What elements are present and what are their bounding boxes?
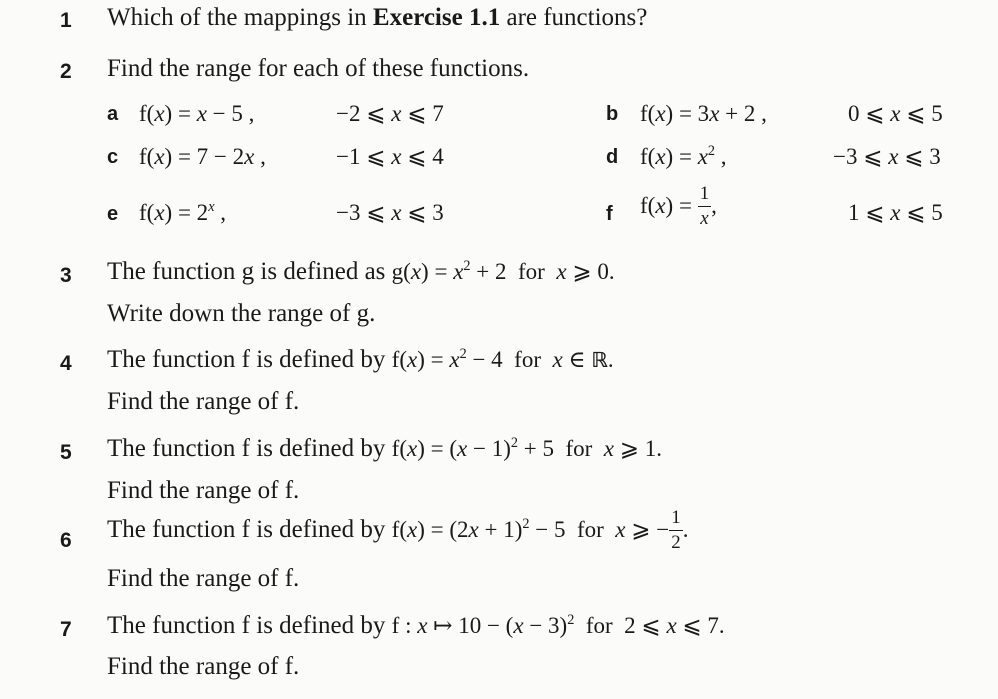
part-label-d: d	[606, 146, 619, 168]
question-number-5: 5	[60, 441, 72, 464]
question-6-line-2: Find the range of f.	[107, 565, 300, 592]
part-a-domain: −2 ⩽ x ⩽ 7	[336, 101, 444, 126]
question-5-line-1: The function f is defined by $f(x) = (x - 1)^2 + 5$ for x ⩾ 1.	[107, 434, 663, 462]
question-2-text: Find the range for each of these functions.	[107, 55, 530, 82]
question-4-line-1: The function f is defined by $f(x) = x^2 - 4$ for x ∈ ℝ.	[107, 345, 614, 373]
part-label-e: e	[107, 203, 119, 225]
question-7-line-2: Find the range of f.	[107, 653, 300, 680]
question-number-2: 2	[60, 60, 72, 83]
question-number-1: 1	[60, 9, 72, 32]
question-number-6: 6	[60, 529, 72, 552]
question-number-7: 7	[60, 618, 72, 641]
question-7-line-1: The function f is defined by f : x ↦ $10 - (x - 3)^2$ for 2 ⩽ x ⩽ 7.	[107, 611, 725, 639]
question-4-line-2: Find the range of f.	[107, 388, 300, 415]
question-1-text	[107, 4, 647, 32]
part-f-function: f(x) = $\frac{1}{x}$ ,	[640, 183, 717, 229]
part-d-domain: −3 ⩽ x ⩽ 3	[833, 144, 941, 169]
part-e-domain: −3 ⩽ x ⩽ 3	[336, 200, 444, 225]
part-d-function: $f(x) = x^2$ ,	[640, 142, 727, 169]
q6-fraction: $\frac{1}{2}$	[671, 507, 681, 553]
part-c-domain: −1 ⩽ x ⩽ 4	[336, 144, 444, 169]
part-b-function: f(x) = 3x + 2 ,	[640, 101, 767, 126]
q1-exercise-ref: Exercise 1.1	[372, 4, 501, 31]
part-label-c: c	[107, 146, 119, 168]
part-label-b: b	[606, 103, 619, 125]
question-number-3: 3	[60, 264, 72, 287]
part-e-function: $f(x) = 2^x$ ,	[139, 198, 227, 225]
part-f-fraction: $\frac{1}{x}$	[699, 183, 710, 229]
part-f-domain: 1 ⩽ x ⩽ 5	[848, 200, 943, 225]
question-3-line-2: Write down the range of g.	[107, 300, 376, 327]
q1-text-before: Which of the mappings in	[107, 4, 373, 31]
part-label-a: a	[107, 103, 119, 125]
part-a-function: f(x) = x − 5 ,	[139, 101, 255, 126]
question-5-line-2: Find the range of f.	[107, 477, 300, 504]
part-label-f: f	[606, 203, 613, 225]
question-number-4: 4	[60, 352, 72, 375]
real-numbers-symbol: ℝ	[591, 348, 608, 372]
part-b-domain: 0 ⩽ x ⩽ 5	[848, 101, 943, 126]
question-6-line-1: The function f is defined by $f(x) = (2x + 1)^2 - 5$ for x ⩾ − $\frac{1}{2}$ .	[107, 507, 689, 553]
question-3-line-1: The function g is defined as $g(x) = x^2 + 2$ for x ⩾ 0.	[107, 257, 615, 285]
q1-text-after: are functions?	[500, 4, 648, 31]
part-c-function: f(x) = 7 − 2x ,	[139, 144, 266, 169]
